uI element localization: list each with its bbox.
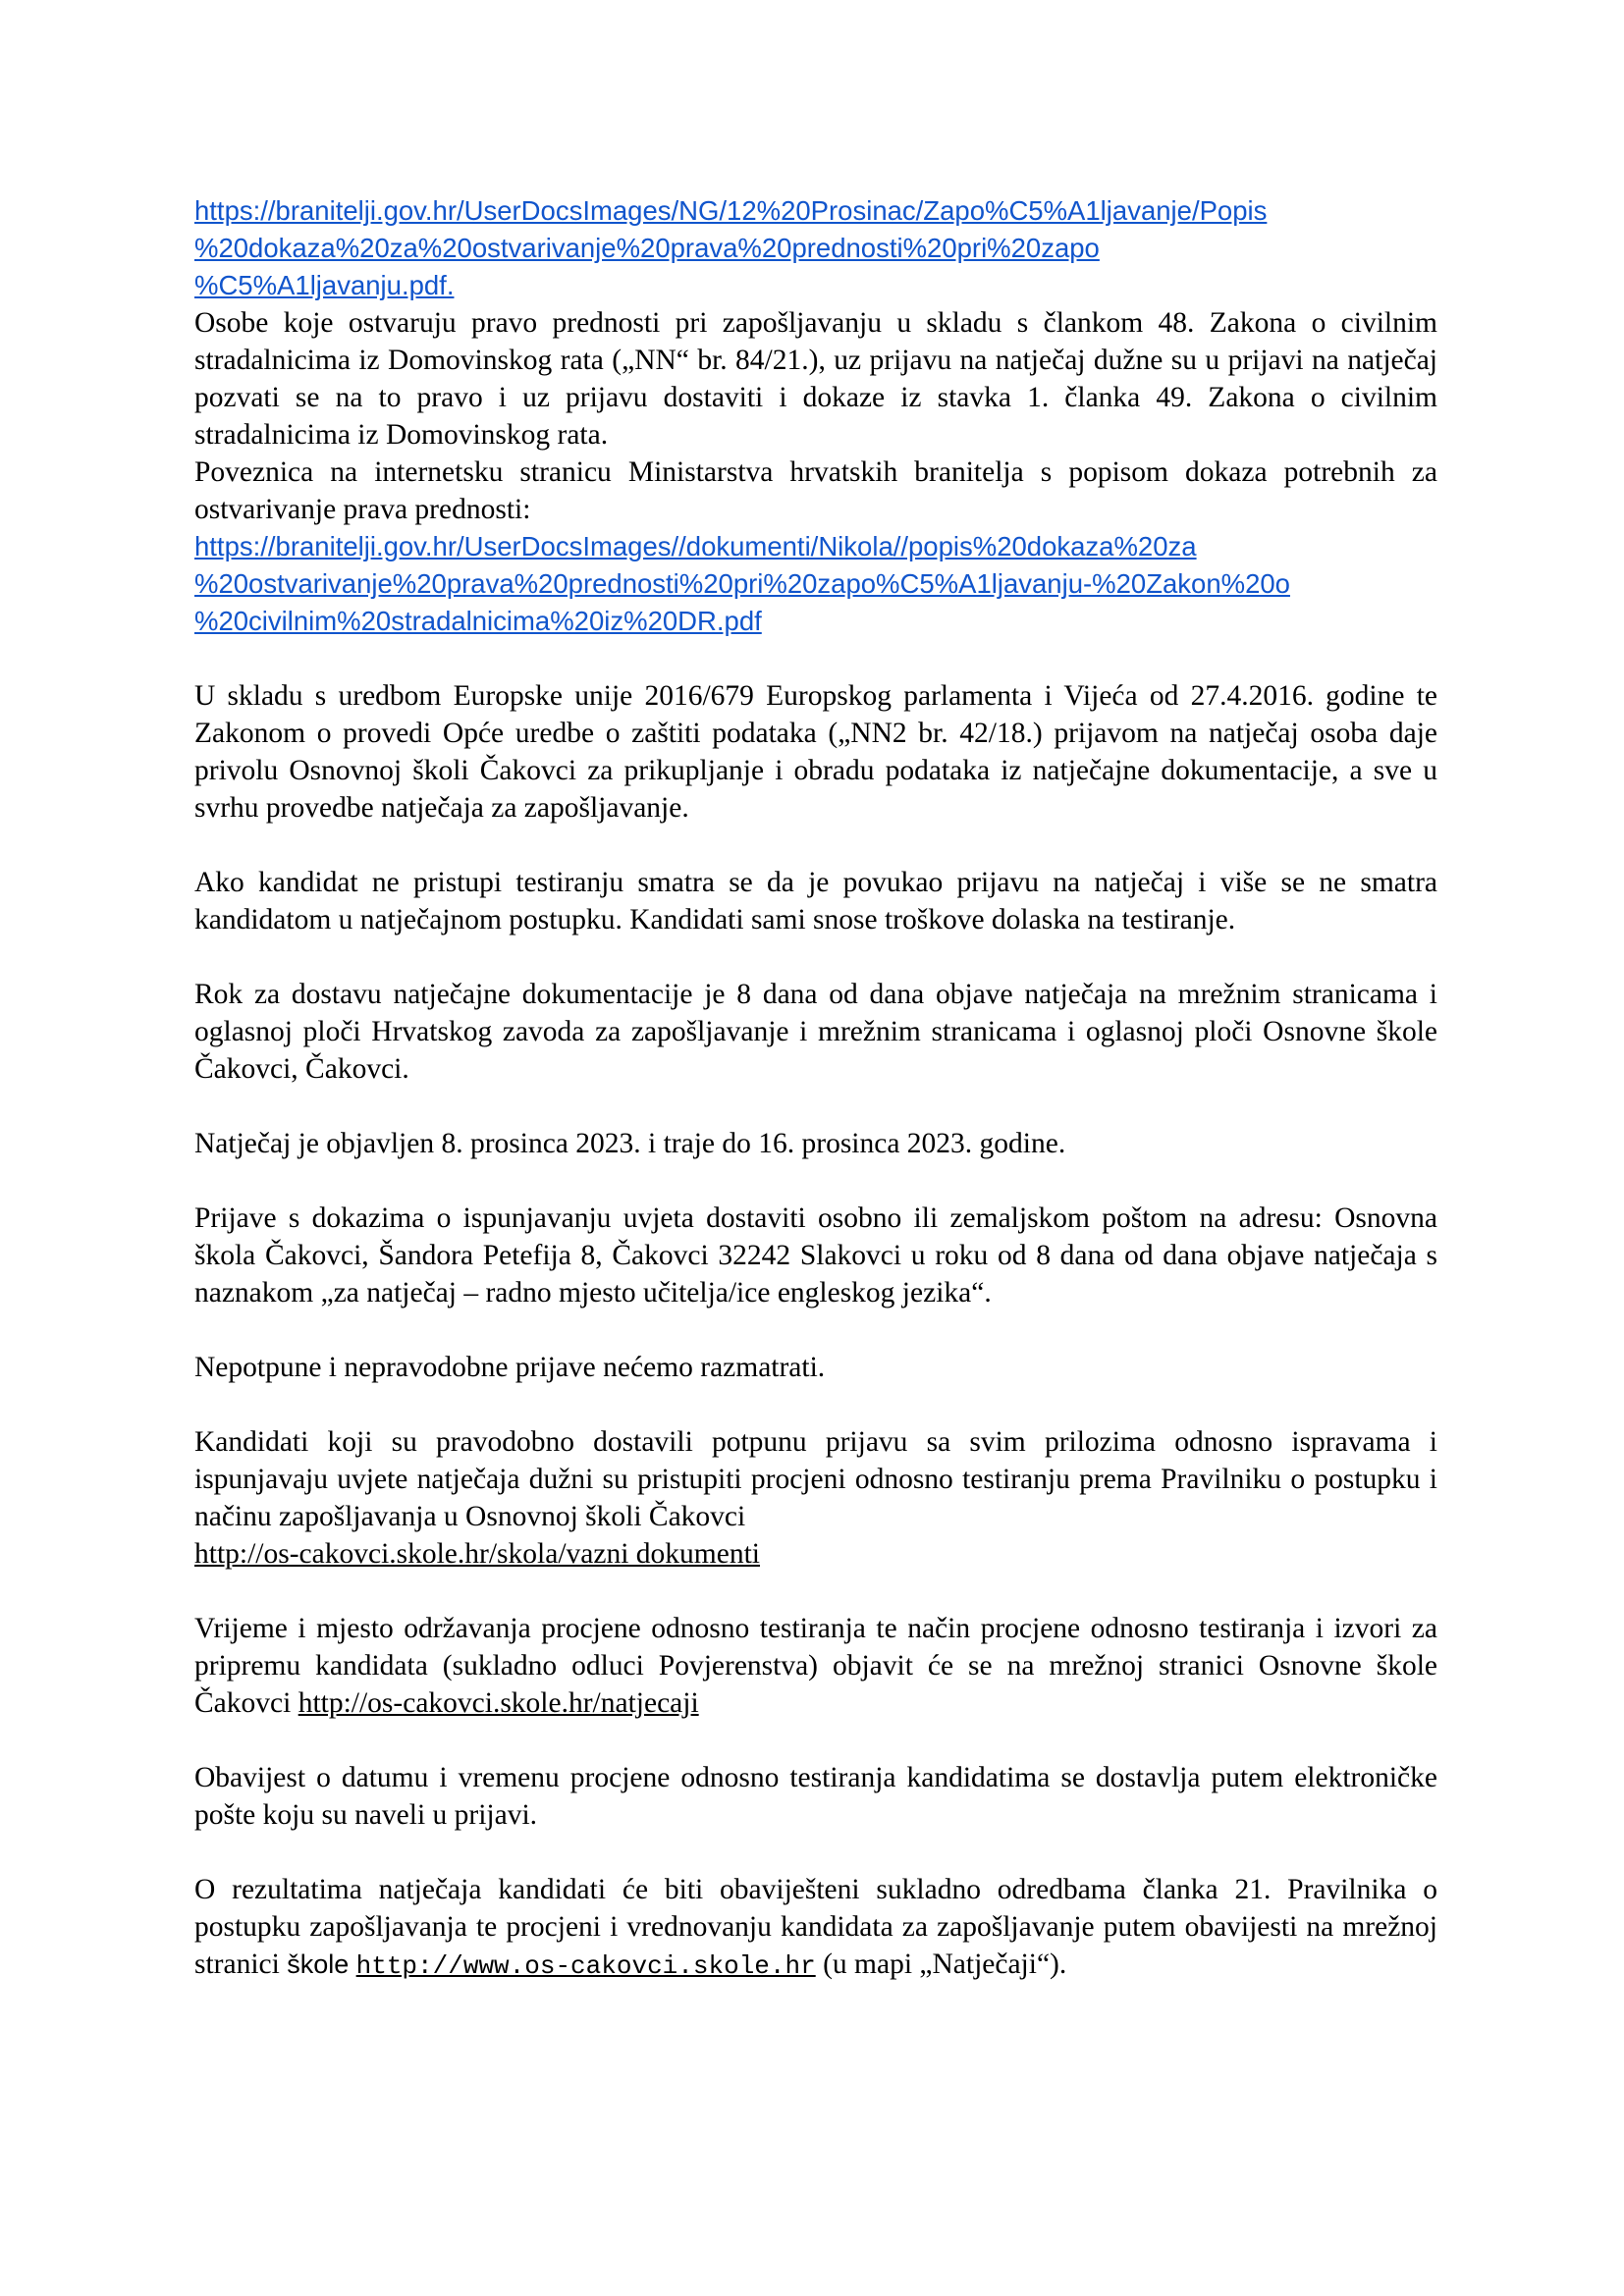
results-school-word: škole <box>287 1949 350 1979</box>
paragraph-publication-dates: Natječaj je objavljen 8. prosinca 2023. i traje do 16. prosinca 2023. godine. <box>194 1128 1066 1159</box>
paragraph-testing-time-place <box>194 1610 1437 1722</box>
results-text: O rezultatima natječaja kandidati će biti obaviješteni sukladno odredbama članka 21. Pravilnika o postupku zapošljavanja te procjeni i vrednovanju kandidata za zapošljavanje putem obavijesti na mrežnoj stranici <box>194 1874 1437 1980</box>
url-ministry-list-2-line-3[interactable]: %20civilnim%20stradalnicima%20iz%20DR.pdf <box>194 606 762 636</box>
paragraph-application-address: Prijave s dokazima o ispunjavanju uvjeta dostaviti osobno ili zemaljskom poštom na adresu: Osnovna škola Čakovci, Šandora Petefija 8, Čakovci 32242 Slakovci u roku od 8 dana od dana objave natječaja s naznakom „za natječaj – radno mjesto učitelja/ice engleskog jezika“. <box>194 1202 1437 1308</box>
paragraph-email-notification: Obavijest o datumu i vremenu procjene odnosno testiranja kandidatima se dostavlja putem elektroničke pošte koju su naveli u prijavi. <box>194 1762 1437 1831</box>
url-ministry-list-2-line-2[interactable]: %20ostvarivanje%20prava%20prednosti%20pri%20zapo%C5%A1ljavanju-%20Zakon%20o <box>194 568 1290 599</box>
paragraph-testing-absence: Ako kandidat ne pristupi testiranju smatra se da je povukao prijavu na natječaj i više se ne smatra kandidatom u natječajnom postupku. Kandidati sami snose troškove dolaska na testiranje. <box>194 867 1437 935</box>
paragraph-testing-regulations <box>194 1423 1437 1573</box>
url-ministry-list-1-line-3[interactable]: %C5%A1ljavanju.pdf. <box>194 270 455 300</box>
paragraph-civil-victims-priority: Osobe koje ostvaruju pravo prednosti pri zapošljavanju u skladu s člankom 48. Zakona o civilnim stradalnicima iz Domovinskog rata („NN“ br. 84/21.), uz prijavu na natječaj dužne su u prijavi na natječaj pozvati se na to pravo i uz prijavu dostaviti i dokaze iz stavka 1. članka 49. Zakona o civilnim stradalnicima iz Domovinskog rata. <box>194 307 1437 451</box>
url-ministry-list-1-line-1[interactable]: https://branitelji.gov.hr/UserDocsImages/NG/12%20Prosinac/Zapo%C5%A1ljavanje/Popis <box>194 195 1268 226</box>
testing-time-place-text: Vrijeme i mjesto održavanja procjene odnosno testiranja te način procjene odnosno testiranja i izvori za pripremu kandidata (sukladno odluci Povjerenstva) objavit će se na mrežnoj stranici Osnovne škole Čakovci <box>194 1613 1437 1719</box>
paragraph-incomplete-applications: Nepotpune i nepravodobne prijave nećemo razmatrati. <box>194 1352 826 1383</box>
url-ministry-list-1-line-2[interactable]: %20dokaza%20za%20ostvarivanje%20prava%20prednosti%20pri%20zapo <box>194 233 1100 263</box>
link-natjecaji[interactable]: http://os-cakovci.skole.hr/natjecaji <box>298 1687 699 1719</box>
paragraph-deadline: Rok za dostavu natječajne dokumentacije je 8 dana od dana objave natječaja na mrežnim stranicama i oglasnoj ploči Hrvatskog zavoda za zapošljavanje i mrežnim stranicama i oglasnoj ploči Osnovne škole Čakovci, Čakovci. <box>194 979 1437 1085</box>
link-important-documents[interactable]: http://os-cakovci.skole.hr/skola/vazni dokumenti <box>194 1538 760 1570</box>
link-school-website[interactable]: http://www.os-cakovci.skole.hr <box>355 1951 816 1981</box>
paragraph-gdpr: U skladu s uredbom Europske unije 2016/679 Europskog parlamenta i Vijeća od 27.4.2016. godine te Zakonom o provedi Opće uredbe o zaštiti podataka („NN2 br. 42/18.) prijavom na natječaj osoba daje privolu Osnovnoj školi Čakovci za prikupljanje i obradu podataka iz natječajne dokumentacije, a sve u svrhu provedbe natječaja za zapošljavanje. <box>194 680 1437 824</box>
document-page <box>194 192 1437 1985</box>
paragraph-ministry-link-intro: Poveznica na internetsku stranicu Ministarstva hrvatskih branitelja s popisom dokaza potrebnih za ostvarivanje prava prednosti: <box>194 456 1437 525</box>
url-ministry-list-2-line-1[interactable]: https://branitelji.gov.hr/UserDocsImages//dokumenti/Nikola//popis%20dokaza%20za <box>194 531 1197 561</box>
results-tail: (u mapi „Natječaji“). <box>815 1949 1067 1980</box>
testing-regulations-text: Kandidati koji su pravodobno dostavili potpunu prijavu sa svim prilozima odnosno ispravama i ispunjavaju uvjete natječaja dužni su pristupiti procjeni odnosno testiranju prema Pravilniku o postupku i načinu zapošljavanja u Osnovnoj školi Čakovci <box>194 1426 1437 1532</box>
paragraph-results <box>194 1871 1437 1985</box>
